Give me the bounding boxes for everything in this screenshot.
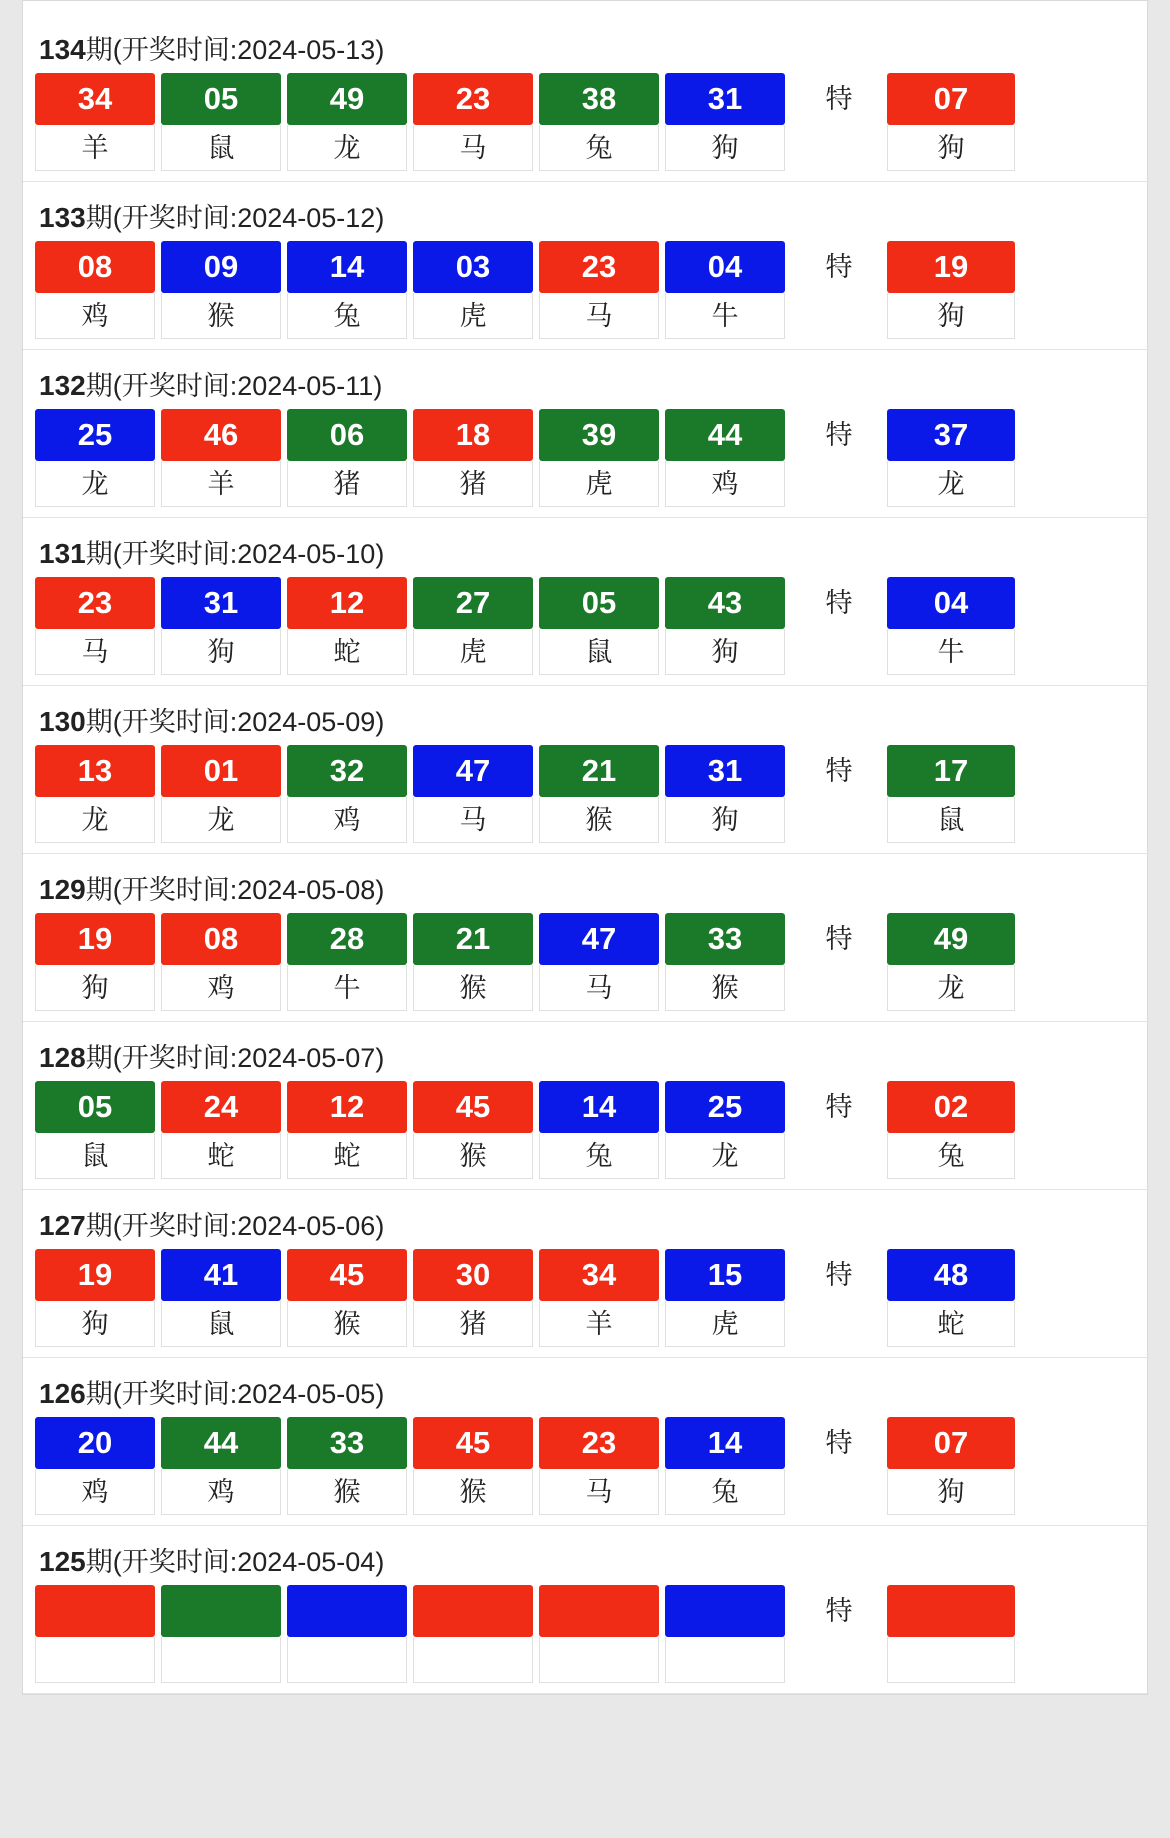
- number-ball: 45: [413, 1081, 533, 1133]
- special-number-ball: 04: [887, 577, 1015, 629]
- number-ball: 19: [35, 913, 155, 965]
- number-zodiac: [161, 1637, 281, 1683]
- number-cell[interactable]: [287, 1417, 407, 1515]
- number-cell[interactable]: [287, 577, 407, 675]
- number-zodiac: 马: [413, 125, 533, 171]
- number-ball: 25: [35, 409, 155, 461]
- number-ball: 27: [413, 577, 533, 629]
- number-cell[interactable]: [161, 577, 281, 675]
- number-ball: 25: [665, 1081, 785, 1133]
- draw-header: [23, 686, 1147, 745]
- number-ball: 47: [539, 913, 659, 965]
- panel-top-strip: [22, 0, 1148, 14]
- number-zodiac: 龙: [161, 797, 281, 843]
- draw-issue-number: 130: [39, 706, 86, 737]
- number-cell[interactable]: [35, 409, 155, 507]
- draw-date-text: 期(开奖时间:2024-05-11): [85, 371, 383, 401]
- draw-header: [23, 854, 1147, 913]
- special-number-cell[interactable]: [887, 745, 1015, 843]
- number-cell[interactable]: [287, 73, 407, 171]
- number-ball: 14: [287, 241, 407, 293]
- draw-block: [23, 854, 1147, 1022]
- number-cell[interactable]: [413, 577, 533, 675]
- number-cell[interactable]: [287, 745, 407, 843]
- number-cell[interactable]: [35, 745, 155, 843]
- number-cell[interactable]: [35, 1249, 155, 1347]
- draw-issue-number: 131: [39, 538, 86, 569]
- number-zodiac: 鸡: [35, 293, 155, 339]
- number-ball: 01: [161, 745, 281, 797]
- draw-numbers-row: [23, 73, 1147, 171]
- number-zodiac: 兔: [287, 293, 407, 339]
- number-cell[interactable]: [539, 1081, 659, 1179]
- special-number-cell[interactable]: [887, 1081, 1015, 1179]
- draw-issue-number: 132: [39, 370, 86, 401]
- number-ball: [413, 1585, 533, 1637]
- number-ball: 34: [35, 73, 155, 125]
- number-cell[interactable]: [161, 1417, 281, 1515]
- number-ball: 43: [665, 577, 785, 629]
- draw-date-text: 期(开奖时间:2024-05-07): [85, 1043, 385, 1073]
- number-zodiac: 猪: [413, 1301, 533, 1347]
- number-cell[interactable]: [413, 73, 533, 171]
- draw-date-text: 期(开奖时间:2024-05-08): [85, 875, 385, 905]
- number-zodiac: 鸡: [665, 461, 785, 507]
- draw-block: [23, 182, 1147, 350]
- number-zodiac: 鼠: [161, 1301, 281, 1347]
- draw-date-text: 期(开奖时间:2024-05-06): [85, 1211, 385, 1241]
- number-ball: 23: [539, 241, 659, 293]
- draw-issue-number: 134: [39, 34, 86, 65]
- draw-block: [23, 1358, 1147, 1526]
- number-cell[interactable]: [539, 745, 659, 843]
- number-cell[interactable]: [287, 409, 407, 507]
- number-zodiac: 羊: [161, 461, 281, 507]
- number-ball: 34: [539, 1249, 659, 1301]
- draw-header: [23, 518, 1147, 577]
- special-number-ball: 19: [887, 241, 1015, 293]
- special-number-ball: 49: [887, 913, 1015, 965]
- special-number-zodiac: 蛇: [887, 1301, 1015, 1347]
- number-zodiac: 兔: [665, 1469, 785, 1515]
- special-number-zodiac: 狗: [887, 125, 1015, 171]
- number-zodiac: 羊: [35, 125, 155, 171]
- number-zodiac: 猴: [539, 797, 659, 843]
- special-number-cell[interactable]: [887, 913, 1015, 1011]
- number-ball: 45: [413, 1417, 533, 1469]
- draw-date-text: 期(开奖时间:2024-05-04): [85, 1547, 385, 1577]
- number-cell[interactable]: [161, 241, 281, 339]
- number-zodiac: 兔: [539, 125, 659, 171]
- number-cell[interactable]: [161, 409, 281, 507]
- draw-issue-number: 125: [39, 1546, 86, 1577]
- number-zodiac: 狗: [161, 629, 281, 675]
- number-cell[interactable]: [413, 745, 533, 843]
- draw-issue-number: 126: [39, 1378, 86, 1409]
- number-ball: 39: [539, 409, 659, 461]
- number-ball: 08: [161, 913, 281, 965]
- special-number-zodiac: 狗: [887, 293, 1015, 339]
- draw-header: [23, 350, 1147, 409]
- number-zodiac: 猴: [665, 965, 785, 1011]
- draw-numbers-row: [23, 745, 1147, 843]
- special-number-zodiac: 牛: [887, 629, 1015, 675]
- number-zodiac: 猪: [287, 461, 407, 507]
- draw-block: [23, 686, 1147, 854]
- number-ball: 03: [413, 241, 533, 293]
- number-cell[interactable]: [539, 577, 659, 675]
- number-cell[interactable]: [665, 745, 785, 843]
- number-zodiac: 虎: [413, 629, 533, 675]
- number-ball: 14: [665, 1417, 785, 1469]
- number-zodiac: 鸡: [35, 1469, 155, 1515]
- number-cell[interactable]: [539, 1417, 659, 1515]
- number-ball: 21: [413, 913, 533, 965]
- number-cell[interactable]: [35, 1417, 155, 1515]
- number-zodiac: [539, 1637, 659, 1683]
- number-cell[interactable]: [35, 241, 155, 339]
- number-ball: 44: [161, 1417, 281, 1469]
- number-zodiac: 狗: [665, 797, 785, 843]
- number-zodiac: 龙: [665, 1133, 785, 1179]
- number-zodiac: 狗: [665, 125, 785, 171]
- number-zodiac: 蛇: [287, 1133, 407, 1179]
- number-cell[interactable]: [665, 409, 785, 507]
- number-ball: 12: [287, 1081, 407, 1133]
- draw-numbers-row: [23, 241, 1147, 339]
- number-zodiac: 鼠: [161, 125, 281, 171]
- number-ball: 19: [35, 1249, 155, 1301]
- special-number-zodiac: 兔: [887, 1133, 1015, 1179]
- special-number-cell[interactable]: [887, 1249, 1015, 1347]
- draw-numbers-row: [23, 913, 1147, 1011]
- number-ball: 23: [35, 577, 155, 629]
- number-ball: 47: [413, 745, 533, 797]
- number-cell[interactable]: [161, 745, 281, 843]
- number-ball: [665, 1585, 785, 1637]
- number-zodiac: 鸡: [161, 1469, 281, 1515]
- number-ball: 49: [287, 73, 407, 125]
- number-cell[interactable]: [35, 577, 155, 675]
- number-cell[interactable]: [35, 1585, 155, 1683]
- number-cell[interactable]: [413, 1585, 533, 1683]
- number-cell[interactable]: [413, 1417, 533, 1515]
- draw-list-panel: [22, 14, 1148, 1695]
- special-number-label: 特: [825, 420, 853, 450]
- number-cell[interactable]: [665, 1249, 785, 1347]
- draw-issue-number: 129: [39, 874, 86, 905]
- number-cell[interactable]: [539, 409, 659, 507]
- number-ball: [161, 1585, 281, 1637]
- special-number-ball: 48: [887, 1249, 1015, 1301]
- special-number-label: 特: [825, 588, 853, 618]
- number-zodiac: 马: [35, 629, 155, 675]
- number-ball: 44: [665, 409, 785, 461]
- special-number-ball: 17: [887, 745, 1015, 797]
- number-cell[interactable]: [413, 913, 533, 1011]
- number-cell[interactable]: [539, 1585, 659, 1683]
- draw-header: [23, 1190, 1147, 1249]
- draw-numbers-row: [23, 1585, 1147, 1683]
- number-cell[interactable]: [665, 1081, 785, 1179]
- number-cell[interactable]: [665, 73, 785, 171]
- number-cell[interactable]: [665, 1585, 785, 1683]
- draw-date-text: 期(开奖时间:2024-05-12): [85, 203, 385, 233]
- number-cell[interactable]: [413, 409, 533, 507]
- special-number-label: 特: [825, 1260, 853, 1290]
- number-zodiac: 猴: [413, 1469, 533, 1515]
- draw-header: [23, 1358, 1147, 1417]
- number-zodiac: 鸡: [161, 965, 281, 1011]
- number-zodiac: 虎: [665, 1301, 785, 1347]
- number-zodiac: 狗: [35, 965, 155, 1011]
- number-zodiac: 马: [413, 797, 533, 843]
- special-number-zodiac: 龙: [887, 461, 1015, 507]
- special-number-label: 特: [825, 924, 853, 954]
- draw-block: [23, 350, 1147, 518]
- number-ball: [287, 1585, 407, 1637]
- number-zodiac: 马: [539, 965, 659, 1011]
- draw-numbers-row: [23, 1249, 1147, 1347]
- number-ball: 33: [665, 913, 785, 965]
- number-zodiac: 羊: [539, 1301, 659, 1347]
- number-cell[interactable]: [287, 913, 407, 1011]
- number-ball: 12: [287, 577, 407, 629]
- number-zodiac: 牛: [287, 965, 407, 1011]
- number-ball: 46: [161, 409, 281, 461]
- draw-header: [23, 14, 1147, 73]
- number-zodiac: 猴: [287, 1301, 407, 1347]
- special-number-cell[interactable]: [887, 577, 1015, 675]
- number-ball: 45: [287, 1249, 407, 1301]
- number-cell[interactable]: [287, 1081, 407, 1179]
- number-ball: 14: [539, 1081, 659, 1133]
- number-ball: 23: [539, 1417, 659, 1469]
- number-ball: 38: [539, 73, 659, 125]
- number-zodiac: [665, 1637, 785, 1683]
- number-ball: 20: [35, 1417, 155, 1469]
- special-number-cell[interactable]: [887, 409, 1015, 507]
- number-cell[interactable]: [161, 73, 281, 171]
- number-ball: [35, 1585, 155, 1637]
- number-cell[interactable]: [539, 1249, 659, 1347]
- draw-issue-number: 127: [39, 1210, 86, 1241]
- number-ball: 18: [413, 409, 533, 461]
- special-number-label: 特: [825, 1428, 853, 1458]
- number-cell[interactable]: [161, 913, 281, 1011]
- number-ball: [539, 1585, 659, 1637]
- number-ball: 32: [287, 745, 407, 797]
- draw-block: [23, 14, 1147, 182]
- number-cell[interactable]: [665, 913, 785, 1011]
- draw-header: [23, 1022, 1147, 1081]
- special-number-label: 特: [825, 756, 853, 786]
- draw-date-text: 期(开奖时间:2024-05-10): [85, 539, 385, 569]
- number-cell[interactable]: [665, 1417, 785, 1515]
- draw-numbers-row: [23, 1417, 1147, 1515]
- number-cell[interactable]: [413, 1081, 533, 1179]
- number-cell[interactable]: [35, 1081, 155, 1179]
- number-ball: 23: [413, 73, 533, 125]
- number-zodiac: [35, 1637, 155, 1683]
- number-zodiac: 虎: [539, 461, 659, 507]
- special-number-label: 特: [825, 84, 853, 114]
- number-zodiac: 猴: [287, 1469, 407, 1515]
- number-zodiac: 猴: [413, 1133, 533, 1179]
- special-number-ball: [887, 1585, 1015, 1637]
- number-ball: 15: [665, 1249, 785, 1301]
- special-number-label: 特: [825, 1596, 853, 1626]
- draw-header: [23, 182, 1147, 241]
- number-ball: 30: [413, 1249, 533, 1301]
- number-ball: 13: [35, 745, 155, 797]
- number-zodiac: 鼠: [35, 1133, 155, 1179]
- draw-issue-number: 128: [39, 1042, 86, 1073]
- number-ball: 05: [161, 73, 281, 125]
- number-ball: 31: [665, 73, 785, 125]
- number-ball: 09: [161, 241, 281, 293]
- draw-block: [23, 1190, 1147, 1358]
- number-cell[interactable]: [539, 73, 659, 171]
- special-number-label: 特: [825, 252, 853, 282]
- draw-block: [23, 518, 1147, 686]
- number-zodiac: [287, 1637, 407, 1683]
- number-cell[interactable]: [413, 241, 533, 339]
- special-number-cell[interactable]: [887, 241, 1015, 339]
- draw-numbers-row: [23, 409, 1147, 507]
- number-ball: 31: [665, 745, 785, 797]
- number-zodiac: 龙: [35, 461, 155, 507]
- number-zodiac: 猪: [413, 461, 533, 507]
- number-ball: 04: [665, 241, 785, 293]
- number-cell[interactable]: [287, 1585, 407, 1683]
- draw-list: [23, 14, 1147, 1694]
- draw-numbers-row: [23, 577, 1147, 675]
- special-number-zodiac: 狗: [887, 1469, 1015, 1515]
- number-cell[interactable]: [161, 1585, 281, 1683]
- number-zodiac: [413, 1637, 533, 1683]
- special-number-ball: 07: [887, 73, 1015, 125]
- draw-date-text: 期(开奖时间:2024-05-05): [85, 1379, 385, 1409]
- number-cell[interactable]: [287, 241, 407, 339]
- number-cell[interactable]: [539, 241, 659, 339]
- number-ball: 31: [161, 577, 281, 629]
- special-number-zodiac: [887, 1637, 1015, 1683]
- special-number-cell[interactable]: [887, 1417, 1015, 1515]
- number-ball: 06: [287, 409, 407, 461]
- special-number-zodiac: 鼠: [887, 797, 1015, 843]
- number-cell[interactable]: [35, 913, 155, 1011]
- number-ball: 41: [161, 1249, 281, 1301]
- number-cell[interactable]: [161, 1249, 281, 1347]
- special-number-zodiac: 龙: [887, 965, 1015, 1011]
- draw-date-text: 期(开奖时间:2024-05-09): [85, 707, 385, 737]
- number-ball: 21: [539, 745, 659, 797]
- number-zodiac: 猴: [161, 293, 281, 339]
- number-cell[interactable]: [413, 1249, 533, 1347]
- draw-numbers-row: [23, 1081, 1147, 1179]
- number-cell[interactable]: [665, 577, 785, 675]
- number-ball: 05: [35, 1081, 155, 1133]
- number-zodiac: 狗: [35, 1301, 155, 1347]
- special-number-cell[interactable]: [887, 1585, 1015, 1683]
- special-number-ball: 37: [887, 409, 1015, 461]
- special-number-ball: 02: [887, 1081, 1015, 1133]
- draw-block: [23, 1526, 1147, 1694]
- draw-date-text: 期(开奖时间:2024-05-13): [85, 35, 385, 65]
- number-zodiac: 猴: [413, 965, 533, 1011]
- number-zodiac: 狗: [665, 629, 785, 675]
- number-ball: 28: [287, 913, 407, 965]
- number-zodiac: 龙: [287, 125, 407, 171]
- number-zodiac: 蛇: [287, 629, 407, 675]
- number-ball: 08: [35, 241, 155, 293]
- number-zodiac: 龙: [35, 797, 155, 843]
- number-ball: 33: [287, 1417, 407, 1469]
- draw-issue-number: 133: [39, 202, 86, 233]
- number-zodiac: 虎: [413, 293, 533, 339]
- special-number-cell[interactable]: [887, 73, 1015, 171]
- number-zodiac: 马: [539, 1469, 659, 1515]
- number-cell[interactable]: [161, 1081, 281, 1179]
- number-cell[interactable]: [287, 1249, 407, 1347]
- number-ball: 05: [539, 577, 659, 629]
- special-number-ball: 07: [887, 1417, 1015, 1469]
- special-number-label: 特: [825, 1092, 853, 1122]
- number-cell[interactable]: [665, 241, 785, 339]
- draw-header: [23, 1526, 1147, 1585]
- number-cell[interactable]: [539, 913, 659, 1011]
- number-zodiac: 蛇: [161, 1133, 281, 1179]
- number-zodiac: 马: [539, 293, 659, 339]
- number-zodiac: 鸡: [287, 797, 407, 843]
- number-zodiac: 兔: [539, 1133, 659, 1179]
- number-cell[interactable]: [35, 73, 155, 171]
- number-ball: 24: [161, 1081, 281, 1133]
- number-zodiac: 牛: [665, 293, 785, 339]
- number-zodiac: 鼠: [539, 629, 659, 675]
- draw-block: [23, 1022, 1147, 1190]
